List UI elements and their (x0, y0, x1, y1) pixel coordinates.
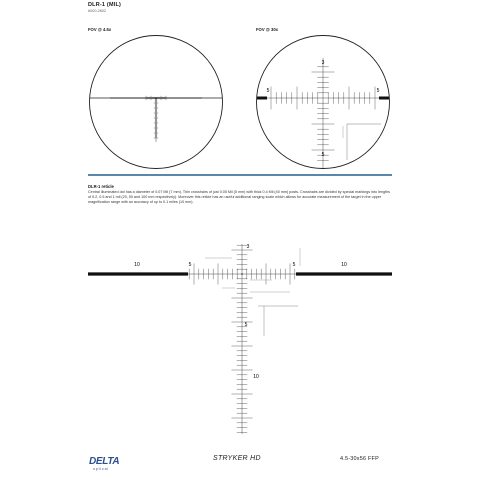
fov-high-label: FOV @ 30x (256, 27, 279, 32)
section-divider (88, 174, 392, 176)
reticle-crosshair (88, 244, 392, 434)
label-5-left: 5 (266, 88, 270, 94)
fov-low-label: FOV @ 4.5x (88, 27, 112, 32)
label-5-bottom: 5 (321, 152, 325, 158)
ranging-scale (205, 248, 300, 336)
logo-subtext: optical (93, 467, 109, 471)
label-5-bottom: 5 (244, 322, 248, 328)
center-dot (155, 97, 157, 99)
logo-text: DELTA (89, 456, 120, 467)
label-10-right: 10 (341, 262, 347, 268)
label-3: 3 (246, 244, 250, 250)
center-dot (241, 273, 243, 275)
page-title: DLR-1 (MIL) (88, 2, 122, 8)
reticle-detail (0, 236, 480, 440)
description-body: Central illuminated dot has a diameter of 0.07 Mil (7 mm). Thin crosshairs of just 0.05 Mil (5 mm) with thick 0.4 Mil (40 mm) posts. Crosshairs are divided by special markings into lengths of 0.2, 0.5 and 1 mil (20, 50 and 100 mm respectively). Moreover this reticle has an useful additional ranging scale which allows for accurate measurement of the target in the upper magnification range with an accuracy of up to 0.1 miles (10 mm). (88, 190, 391, 205)
label-5-right: 5 (376, 88, 380, 94)
reticle-code: #000-2602 (88, 9, 107, 13)
description-title: DLR-1 reticle (88, 184, 114, 189)
reticle-view-high (255, 34, 391, 170)
label-10-bottom: 10 (253, 374, 259, 380)
label-10-left: 10 (134, 262, 140, 268)
model-name: 4.5-30x56 FFP (340, 456, 379, 462)
delta-logo (88, 454, 128, 472)
label-5-right: 5 (292, 262, 296, 268)
brand-name: STRYKER HD (213, 455, 261, 462)
label-5-left: 5 (188, 262, 192, 268)
label-3: 3 (321, 60, 325, 66)
reticle-view-low (88, 34, 224, 170)
ranging-scale (343, 124, 381, 160)
